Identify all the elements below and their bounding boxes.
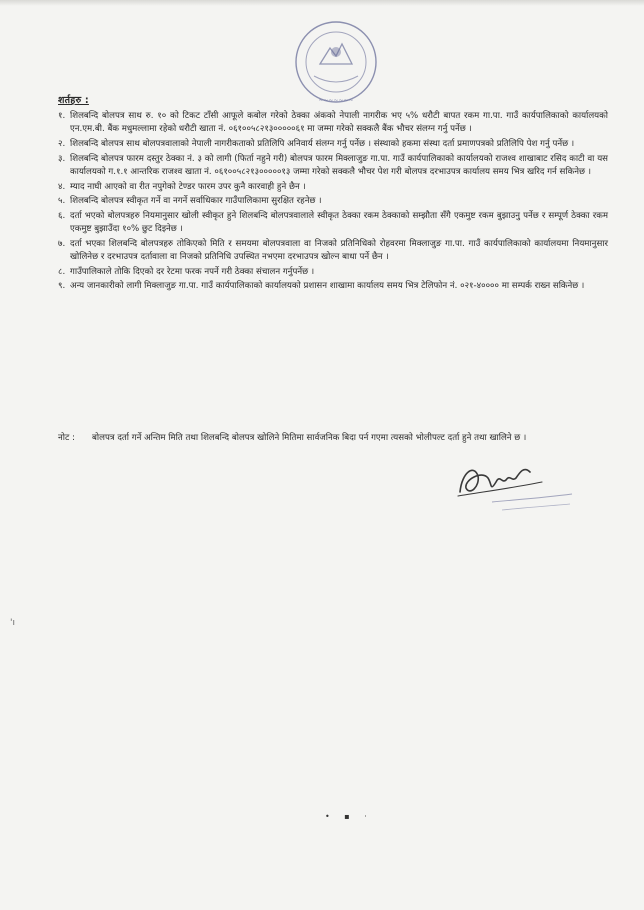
bottom-marks: • ▪ · — [325, 812, 373, 821]
clause-text: दर्ता भएका शिलबन्दि बोलपत्रहरु तोकिएको मिति र समयमा बोलपत्रवाला वा निजको प्रतिनिधिको रोहवरमा मिक्लाजुङ गा.पा. गाउँ कार्यपालिकाको कार्यालयमा नियमानुसार खोलिनेछ र दरभाउपत्र दर्तावाला वा निजको प्रतिनिधि उपस्थित नभएमा दरभाउपत्र खोल्न बाधा पर्ने छैन । — [70, 238, 608, 263]
clause-number: ६. — [58, 210, 66, 221]
clause-8 — [58, 266, 608, 279]
terms-title: शर्तहरु : — [58, 95, 89, 106]
clause-text: म्याद नाघी आएको वा रीत नपुगेको टेण्डर फारम उपर कुनै कारवाही हुने छैन । — [70, 181, 306, 192]
clause-2 — [58, 138, 608, 151]
clause-3 — [58, 153, 608, 179]
terms-section — [58, 93, 608, 295]
clause-5 — [58, 195, 608, 208]
svg-text:~~~~~~~: ~~~~~~~ — [318, 97, 354, 104]
clause-4 — [58, 181, 608, 194]
clause-text: अन्य जानकारीको लागी मिक्लाजुङ गा.पा. गाउँ कार्यपालिकाको कार्यालयको प्रशासन शाखामा कार्यालय समय भित्र टेलिफोन नं. ०२१-४०००० मा सम्पर्क राख्न सकिनेछ । — [70, 281, 585, 292]
margin-mark: 'ı — [10, 618, 15, 628]
clause-number: ३. — [58, 153, 66, 164]
clause-number: ८. — [58, 266, 66, 277]
clause-number: ५. — [58, 196, 66, 207]
clause-9 — [58, 280, 608, 293]
clause-number: ७. — [58, 238, 66, 249]
note-text: बोलपत्र दर्ता गर्ने अन्तिम मिति तथा शिलबन्दि बोलपत्र खोलिने मितिमा सार्वजनिक बिदा पर्न गएमा त्यसको भोलीपल्ट दर्ता हुने तथा खालिने छ । — [92, 433, 527, 443]
clause-number: ९. — [58, 281, 66, 292]
clause-number: ४. — [58, 181, 66, 192]
clause-text: शिलबन्दि बोलपत्र साथ रु. १० को टिकट टाँसी आफूले कबोल गरेको ठेक्का अंकको नेपाली नागरीक भए ५% धरौटी बापत रकम गा.पा. गाउँ कार्यपालिकाको कार्यालयको एन.एम.बी. बैंक मधुमल्लामा रहेको धरौटी खाता नं. ०६१००५८२१३०००००६१ मा जम्मा गरेको सक्कलै बैंक भौचर संलग्न गर्नु पर्नेछ । — [70, 111, 608, 135]
signature-icon — [452, 452, 582, 520]
clause-text: शिलबन्दि बोलपत्र साथ बोलपत्रवालाको नेपाली नागरीकताको प्रतिलिपि अनिवार्य संलग्न गर्नु पर्नेछ । संस्थाको हकमा संस्था दर्ता प्रमाणपत्रको प्रतिलिपि पेश गर्नु पर्नेछ । — [70, 138, 575, 149]
note-label: नोट : — [58, 433, 75, 443]
clause-text: शिलबन्दि बोलपत्र स्वीकृत गर्ने वा नगर्ने सर्वाधिकार गाउँपालिकामा सुरक्षित रहनेछ । — [70, 196, 322, 207]
clause-number: २. — [58, 138, 66, 149]
note-section — [58, 431, 608, 445]
clause-text: गाउँपालिकाले तोकि दिएको दर रेटमा फरक नपर्ने गरी ठेक्का संचालन गर्नुपर्नेछ । — [70, 266, 315, 277]
clause-1 — [58, 110, 608, 136]
scan-edge — [0, 0, 644, 6]
clause-7 — [58, 238, 608, 264]
clause-number: १. — [58, 111, 66, 121]
clause-6 — [58, 210, 608, 236]
clause-text: शिलबन्दि बोलपत्र फारम दस्तुर ठेक्का नं. ३ को लागी (फिर्ता नहुने गरी) बोलपत्र फारम मिक्लाजुङ गा.पा. गाउँ कार्यपालिकाको कार्यालयको राजश्व शाखाबाट रसिद काटी वा यस कार्यालयको ग.१.१ आन्तरिक राजश्व खाता नं. ०६१००५८२१३०००००१३ जम्मा गरेको सक्कलै भौचर पेश गरी बोलपत्र दरभाउपत्र कार्यालय समय भित्र खरिद गर्न सकिनेछ । — [70, 153, 608, 177]
clause-text: दर्ता भएको बोलपत्रहरु नियमानुसार खोली स्वीकृत हुने शिलबन्दि बोलपत्रवालाले स्वीकृत ठेक्का रकम ठेक्काको सम्झौता सँगै एकमुष्ट रकम बुझाउनु पर्नेछ र सम्पूर्ण ठेक्का रकम एकमुष्ट बुझाउँदा १०% छुट दिइनेछ । — [70, 210, 608, 235]
